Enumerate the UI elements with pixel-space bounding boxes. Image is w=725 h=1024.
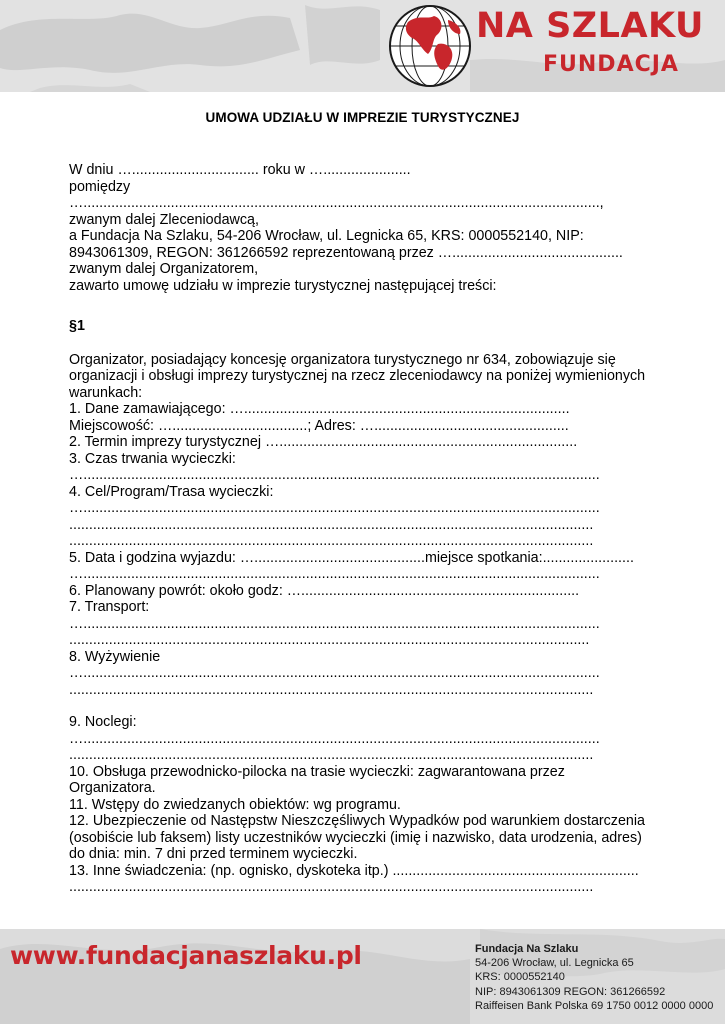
section-1-heading: §1 xyxy=(69,318,85,334)
footer-contact-info xyxy=(475,942,713,1013)
foundation-line-2: 8943061309, REGON: 361266592 reprezentowaną przez …........................................... xyxy=(69,244,623,261)
between-line: pomiędzy xyxy=(69,178,131,195)
item-4-dots-3: .................................................................................................................................... xyxy=(69,533,594,549)
document-title: UMOWA UDZIAŁU W IMPREZIE TURYSTYCZNEJ xyxy=(205,110,520,125)
footer-website-link[interactable]: www.fundacjanaszlaku.pl xyxy=(10,941,362,970)
item-8-dots-1: ….................................................................................................................................. xyxy=(69,665,600,681)
item-4-dots-1: ….................................................................................................................................. xyxy=(69,500,600,516)
item-9-dots-2: .................................................................................................................................... xyxy=(69,747,594,763)
logo-subtitle: FUNDACJA xyxy=(543,52,679,77)
organizer-label: zwanym dalej Organizatorem, xyxy=(69,261,259,277)
item-1-place: Miejscowość: …..................................; Adres: …................................................. xyxy=(69,417,569,434)
footer-org-name: Fundacja Na Szlaku xyxy=(475,943,579,955)
item-9: 9. Noclegi: xyxy=(69,714,137,730)
item-4-dots-2: .................................................................................................................................... xyxy=(69,516,594,533)
item-13-dots: .................................................................................................................................... xyxy=(69,879,594,895)
item-4: 4. Cel/Program/Trasa wycieczki: xyxy=(69,483,274,500)
footer-bank: Raiffeisen Bank Polska 69 1750 0012 0000 0000 xyxy=(475,999,714,1012)
item-2: 2. Termin imprezy turystycznej …........................................................................... xyxy=(69,434,578,450)
client-dots-line: ….................................................................................................................................., xyxy=(69,195,604,211)
footer-krs: KRS: 0000552140 xyxy=(475,971,565,984)
item-3: 3. Czas trwania wycieczki: xyxy=(69,450,236,467)
footer-banner xyxy=(0,929,725,1024)
item-3-dots: ….................................................................................................................................. xyxy=(69,467,600,483)
client-label: zwanym dalej Zleceniodawcą, xyxy=(69,211,259,228)
intro-paragraph: Organizator, posiadający koncesję organizatora turystycznego nr 634, zobowiązuje się organizacji i obsługi imprezy turystycznej na rzecz zleceniodawcy na poniżej wymienionych warunkach: xyxy=(69,351,646,401)
foundation-line-1: a Fundacja Na Szlaku, 54-206 Wrocław, ul. Legnicka 65, KRS: 0000552140, NIP: xyxy=(69,228,584,244)
item-5: 5. Data i godzina wyjazdu: …...........................................miejsce spotkania:....................... xyxy=(69,549,634,566)
item-11: 11. Wstępy do zwiedzanych obiektów: wg programu. xyxy=(69,796,401,813)
item-6: 6. Planowany powrót: około godz: …...................................................................... xyxy=(69,582,580,599)
header-banner xyxy=(0,0,725,92)
globe-logo-icon xyxy=(388,4,472,88)
item-8-dots-2: .................................................................................................................................... xyxy=(69,681,594,698)
item-7-dots-1: ….................................................................................................................................. xyxy=(69,615,600,632)
logo-title: NA SZLAKU xyxy=(476,6,704,46)
item-7-dots-2: ................................................................................................................................... xyxy=(69,632,590,648)
item-10: 10. Obsługa przewodnicko-pilocka na trasie wycieczki: zagwarantowana przez Organizatora. xyxy=(69,763,565,796)
agreement-line: zawarto umowę udziału w imprezie turystycznej następującej treści: xyxy=(69,277,497,294)
item-12: 12. Ubezpieczenie od Następstw Nieszczęśliwych Wypadków pod warunkiem dostarczenia (osobiście lub faksem) listy uczestników wycieczki (imię i nazwisko, data urodzenia, adres) do dnia: min. 7 dni przed terminem wycieczki. xyxy=(69,813,645,862)
item-13: 13. Inne świadczenia: (np. ognisko, dyskoteka itp.) .............................................................. xyxy=(69,862,639,879)
item-8: 8. Wyżywienie xyxy=(69,648,161,665)
date-line: W dniu …................................ roku w …...................... xyxy=(69,162,411,178)
footer-address: 54-206 Wrocław, ul. Legnicka 65 xyxy=(475,957,634,970)
item-7: 7. Transport: xyxy=(69,599,150,615)
footer-nip-regon: NIP: 8943061309 REGON: 361266592 xyxy=(475,985,666,998)
item-1: 1. Dane zamawiającego: ….................................................................................. xyxy=(69,401,570,417)
item-9-dots-1: ….................................................................................................................................. xyxy=(69,730,600,747)
item-5-dots: ….................................................................................................................................. xyxy=(69,566,600,582)
contract-body xyxy=(69,162,654,896)
